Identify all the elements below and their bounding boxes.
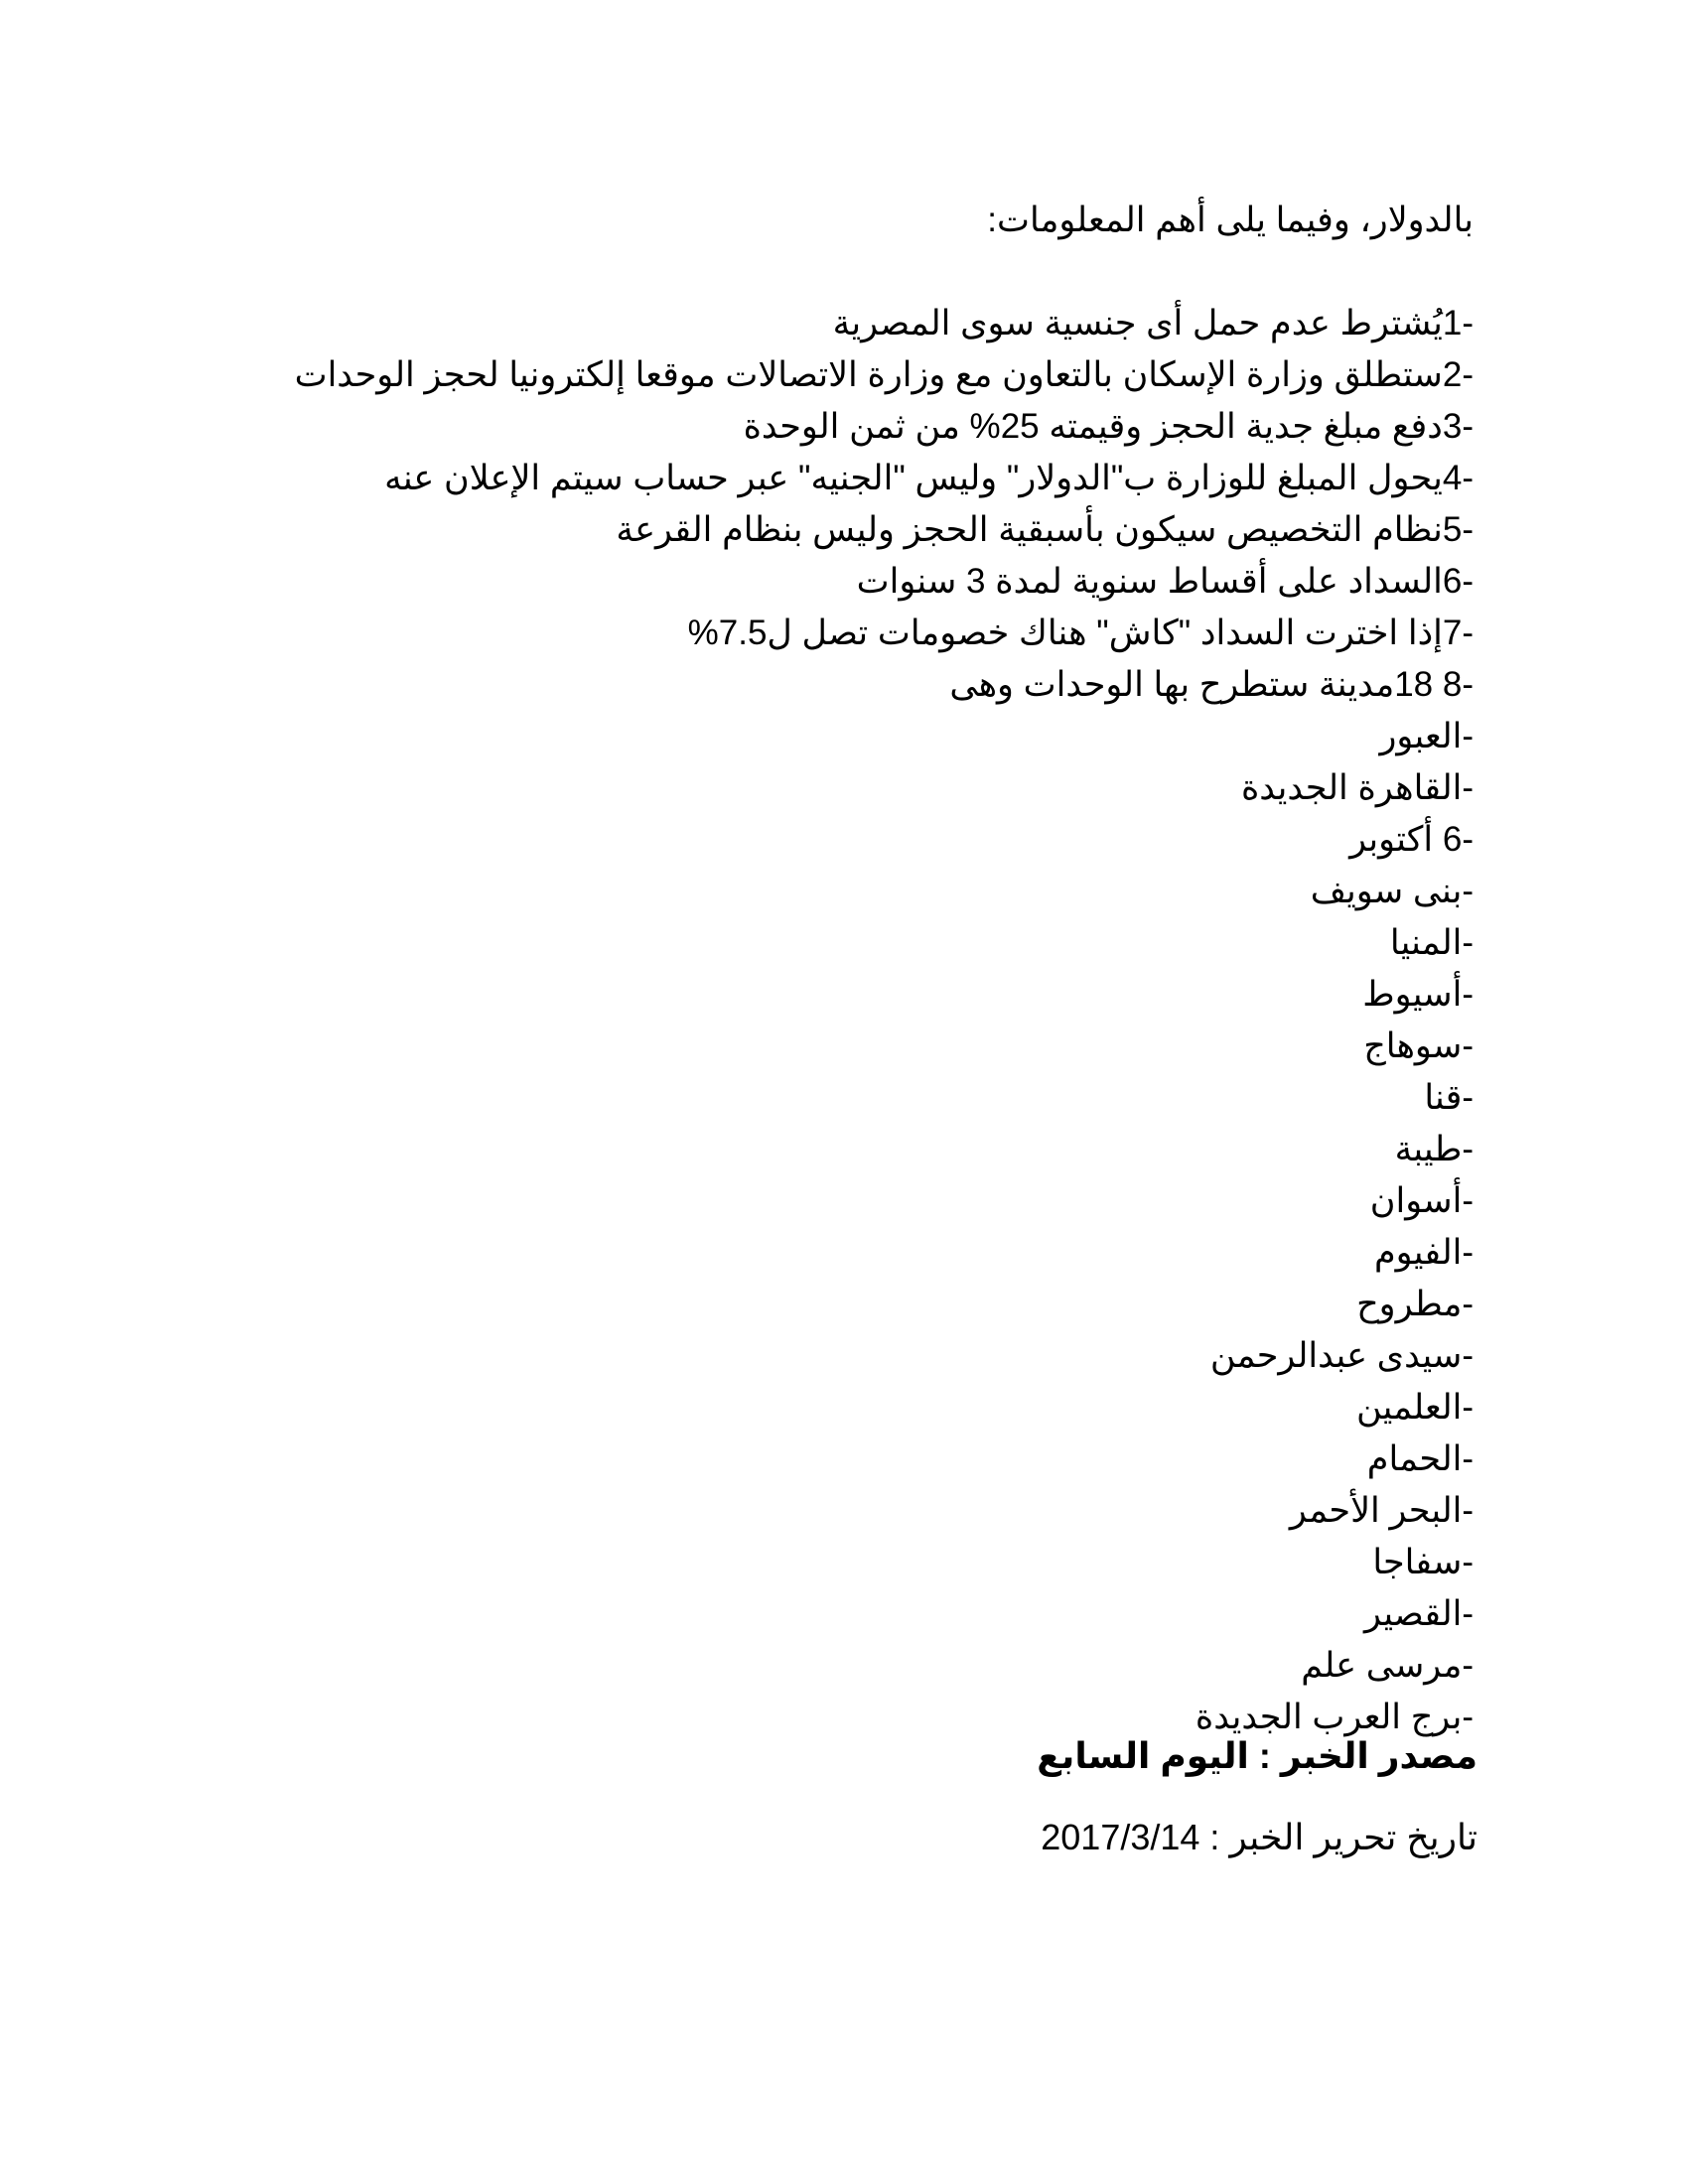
city-item: -طيبة (1394, 1130, 1474, 1168)
city-item: -المنيا (1389, 923, 1474, 962)
edit-date: تاريخ تحرير الخبر : 2017/3/14 (1041, 1817, 1477, 1857)
city-item: -الفيوم (1373, 1233, 1474, 1272)
info-item: -1يُشترط عدم حمل أى جنسية سوى المصرية (832, 304, 1474, 342)
city-item: -أسوان (1369, 1181, 1474, 1220)
info-item: -5نظام التخصيص سيكون بأسبقية الحجز وليس بنظام القرعة (616, 510, 1474, 549)
city-item: -القصير (1364, 1594, 1474, 1633)
paragraph-spacer (183, 246, 1474, 298)
city-item: -برج العرب الجديدة (1195, 1698, 1474, 1736)
city-item: -أسيوط (1362, 975, 1474, 1014)
info-item: -6السداد على أقساط سنوية لمدة 3 سنوات (856, 562, 1474, 601)
city-item: -سيدى عبدالرحمن (1209, 1336, 1474, 1375)
info-item: -8 18مدينة ستطرح بها الوحدات وهى (949, 665, 1474, 704)
city-item: -العبور (1379, 717, 1474, 755)
info-item: -4يحول المبلغ للوزارة ب"الدولار" وليس "الجنيه" عبر حساب سيتم الإعلان عنه (384, 459, 1474, 497)
city-item: -سفاجا (1372, 1543, 1474, 1581)
city-item: -سوهاج (1363, 1026, 1474, 1065)
info-item: -3دفع مبلغ جدية الحجز وقيمته 25% من ثمن الوحدة (743, 407, 1474, 446)
city-item: -القاهرة الجديدة (1240, 768, 1474, 807)
city-item: -مرسى علم (1301, 1646, 1474, 1685)
news-source: مصدر الخبر : اليوم السابع (1037, 1735, 1477, 1776)
article-body (183, 195, 1474, 1743)
city-item: -قنا (1424, 1078, 1474, 1117)
city-item: -بنى سويف (1310, 872, 1474, 910)
city-item: -6 أكتوبر (1349, 820, 1474, 859)
info-item: -2ستطلق وزارة الإسكان بالتعاون مع وزارة الاتصالات موقعا إلكترونيا لحجز الوحدات (294, 355, 1474, 394)
info-item: -7إذا اخترت السداد "كاش" هناك خصومات تصل ل7.5% (687, 614, 1474, 652)
city-item: -العلمين (1356, 1388, 1474, 1427)
city-item: -مطروح (1356, 1285, 1474, 1323)
city-item: -الحمام (1366, 1439, 1474, 1478)
intro-line: بالدولار، وفيما يلى أهم المعلومات: (987, 201, 1474, 239)
city-item: -البحر الأحمر (1289, 1491, 1474, 1530)
